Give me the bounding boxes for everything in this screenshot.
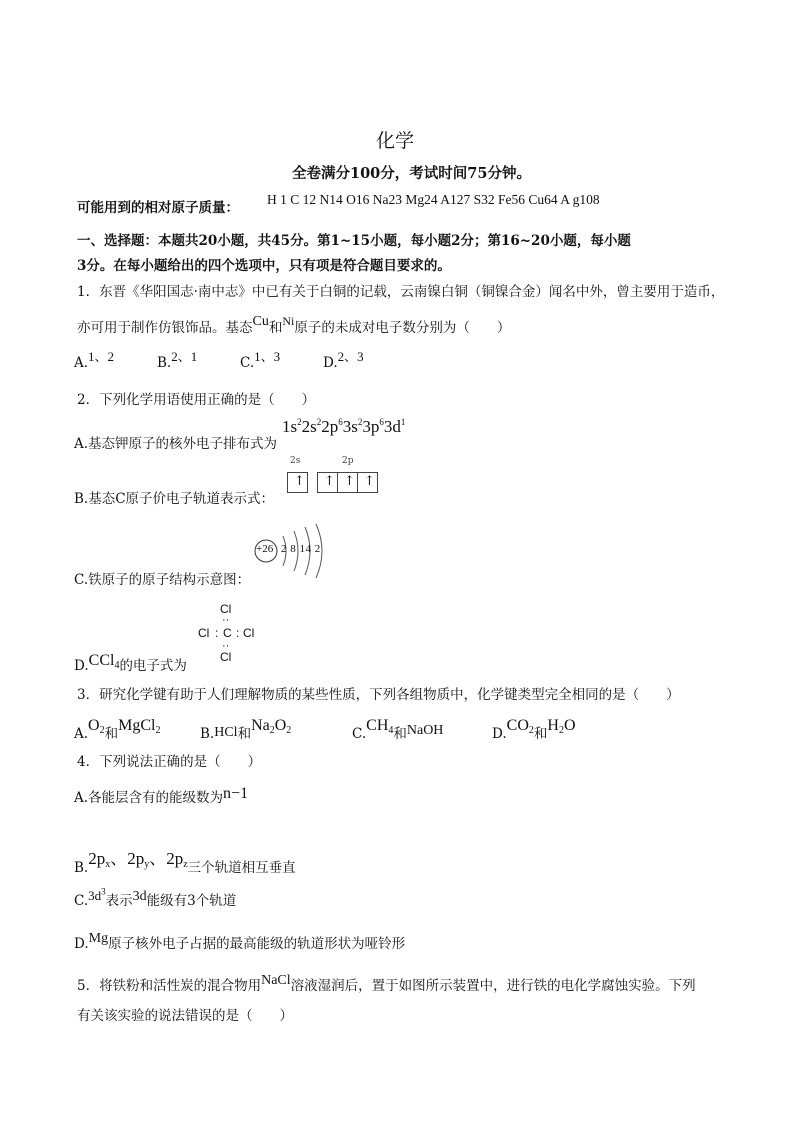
q4-option-d-label: D. bbox=[74, 936, 89, 952]
q2-electron-dot-formula bbox=[195, 600, 270, 666]
orbital-label-2p: 2p bbox=[342, 456, 354, 466]
q3-option-c-label: C. bbox=[352, 726, 367, 742]
q1-option-a-label: A. bbox=[74, 355, 89, 371]
q4-option-c-label: C. bbox=[74, 893, 89, 909]
q4-option-c-text2: 能级有3个轨道 bbox=[146, 893, 237, 909]
q4-option-b bbox=[74, 849, 296, 878]
q1-option-b-label: B. bbox=[157, 355, 172, 371]
q1-element-ni: Ni bbox=[282, 314, 295, 328]
orbital-box-2p-3 bbox=[357, 472, 378, 493]
q4-3d: 3d bbox=[88, 888, 102, 903]
q4-option-c-text1: 表示 bbox=[105, 893, 133, 909]
q1-stem-line1: 1．东晋《华阳国志·南中志》中已有关于白铜的记载，云南镍白铜（铜镍合金）闻名中外，曾主要用于造币， bbox=[77, 284, 725, 300]
q4-stem: 4．下列说法正确的是（ ） bbox=[77, 754, 262, 770]
up-arrow-icon: ↑ bbox=[294, 474, 305, 489]
q3-option-b bbox=[200, 717, 292, 744]
q4-option-b-text: 三个轨道相互垂直 bbox=[187, 860, 296, 876]
q1-option-c-label: C. bbox=[240, 355, 255, 371]
q2-option-d-text bbox=[74, 654, 187, 676]
q4-3d-superscript: 3 bbox=[101, 886, 106, 897]
orbital-box-2p-2 bbox=[337, 472, 358, 493]
q4-option-d bbox=[74, 932, 405, 953]
q3-mgcl2: MgCl$_2$ bbox=[118, 717, 161, 736]
orbital-label-2s: 2s bbox=[290, 456, 301, 466]
section-heading-line2: 3分。在每小题给出的四个选项中，只有项是符合题目要求的。 bbox=[77, 258, 451, 274]
q3-stem: 3．研究化学键有助于人们理解物质的某些性质，下列各组物质中，化学键类型完全相同的是（ ） bbox=[77, 687, 680, 703]
page-title: 化学 bbox=[376, 130, 415, 152]
q4-option-b-label: B. bbox=[74, 860, 89, 876]
q3-h2o: $H_2O$ bbox=[547, 717, 576, 736]
q2-option-d-suffix: 的电子式为 bbox=[119, 658, 187, 674]
q2-option-d-formula: CCl$_4$ bbox=[88, 652, 120, 671]
q2-option-d-label: D. bbox=[74, 658, 89, 674]
q2-option-b-text: B.基态C原子价电子轨道表示式： bbox=[74, 491, 275, 507]
dots-bottom: ·· bbox=[222, 640, 230, 652]
q3-ch4: $CH_4$ bbox=[366, 717, 394, 736]
atom-shell-electrons: 2 8 14 2 bbox=[281, 543, 321, 555]
atomic-mass-label: 可能用到的相对原子质量： bbox=[77, 200, 239, 216]
q4-option-c-formula2: 3d bbox=[132, 889, 147, 904]
q2-option-c-text: C.铁原子的原子结构示意图： bbox=[74, 572, 251, 588]
cl-left: Cl bbox=[198, 626, 210, 640]
q3-option-d-label: D. bbox=[492, 726, 507, 742]
q1-option-b bbox=[157, 349, 198, 371]
q1-text-c: 原子的未成对电子数分别为（ ） bbox=[294, 320, 511, 336]
q3-option-c bbox=[352, 717, 444, 744]
q1-option-d bbox=[323, 349, 364, 371]
atomic-mass-values: H 1 C 12 N14 O16 Na23 Mg24 A127 S32 Fe56 Cu64 A g108 bbox=[267, 192, 600, 207]
q3-o2: $O_2$ bbox=[88, 717, 105, 736]
q2-option-a-config: $1s^22s^22p^63s^23p^63d^1$ bbox=[282, 417, 406, 436]
q3-option-a-label: A. bbox=[74, 726, 89, 742]
q4-option-a-text: A.各能层含有的能级数为 bbox=[74, 790, 224, 806]
q3-hcl: HCl bbox=[214, 725, 238, 740]
q3-and-b: 和 bbox=[237, 726, 252, 742]
q3-and-a: 和 bbox=[104, 726, 119, 742]
q3-naoh: NaOH bbox=[406, 723, 444, 738]
q1-element-cu: Cu bbox=[252, 314, 269, 329]
q4-option-a-formula: n−1 bbox=[223, 785, 249, 802]
q3-option-d bbox=[492, 717, 576, 744]
q1-option-a-value: 1、2 bbox=[88, 349, 115, 364]
q1-option-d-value: 2、3 bbox=[337, 349, 364, 364]
q1-option-d-label: D. bbox=[323, 355, 338, 371]
q3-co2: $CO_2$ bbox=[506, 717, 534, 736]
q1-option-c-value: 1、3 bbox=[254, 349, 281, 364]
exam-subtitle: 全卷满分100分，考试时间75分钟。 bbox=[292, 165, 531, 182]
up-arrow-icon: ↑ bbox=[324, 474, 335, 489]
colon-left: : bbox=[215, 626, 219, 640]
q5-nacl: NaCl bbox=[261, 973, 291, 988]
c-center: C bbox=[223, 626, 232, 640]
orbital-box-2p-1 bbox=[317, 472, 338, 493]
q5-text-a: 5．将铁粉和活性炭的混合物用 bbox=[77, 978, 262, 994]
q3-option-b-label: B. bbox=[200, 726, 215, 742]
up-arrow-icon: ↑ bbox=[344, 474, 355, 489]
cl-right: Cl bbox=[243, 626, 255, 640]
q3-and-c: 和 bbox=[393, 726, 407, 742]
section-heading-line1: 一、选择题：本题共20小题，共45分。第1~15小题，每小题2分；第16~20小题，每小题 bbox=[77, 233, 631, 249]
q4-option-c-formula1 bbox=[88, 888, 106, 903]
cl-bottom: Cl bbox=[220, 650, 232, 664]
cl-top: Cl bbox=[220, 602, 232, 616]
q1-stem-line2 bbox=[77, 316, 510, 337]
q4-option-d-element: Mg bbox=[88, 931, 109, 946]
q5-stem-line1 bbox=[77, 974, 696, 995]
q1-text-b: 和 bbox=[268, 320, 283, 336]
q2-orbital-diagram bbox=[284, 456, 388, 498]
orbital-box-2s bbox=[287, 472, 308, 493]
colon-right: : bbox=[236, 626, 240, 640]
q4-option-d-text: 原子核外电子占据的最高能级的轨道形状为哑铃形 bbox=[108, 936, 406, 952]
q3-option-a bbox=[74, 717, 161, 744]
q4-option-c bbox=[74, 886, 237, 910]
q4-option-b-formula: $2p_x$、$2p_y$、$2p_z$ bbox=[88, 849, 188, 870]
q2-atomic-structure bbox=[250, 520, 330, 582]
dots-top: ·· bbox=[222, 614, 230, 626]
up-arrow-icon: ↑ bbox=[364, 474, 375, 489]
q3-na2o2: $Na_2O_2$ bbox=[251, 717, 292, 736]
q5-stem-line2: 有关该实验的说法错误的是（ ） bbox=[77, 1008, 293, 1024]
q1-text-a: 亦可用于制作仿银饰品。基态 bbox=[77, 320, 253, 336]
q1-option-b-value: 2、1 bbox=[171, 349, 198, 364]
q2-option-a-text: A.基态钾原子的核外电子排布式为 bbox=[74, 436, 278, 452]
q1-option-a bbox=[74, 349, 115, 371]
atom-nucleus-charge: +26 bbox=[256, 543, 274, 555]
q1-option-c bbox=[240, 349, 281, 371]
q2-stem: 2．下列化学用语使用正确的是（ ） bbox=[77, 392, 316, 408]
q5-text-b: 溶液湿润后，置于如图所示装置中，进行铁的电化学腐蚀实验。下列 bbox=[290, 978, 696, 994]
q3-and-d: 和 bbox=[533, 726, 548, 742]
q4-option-a bbox=[74, 786, 248, 807]
